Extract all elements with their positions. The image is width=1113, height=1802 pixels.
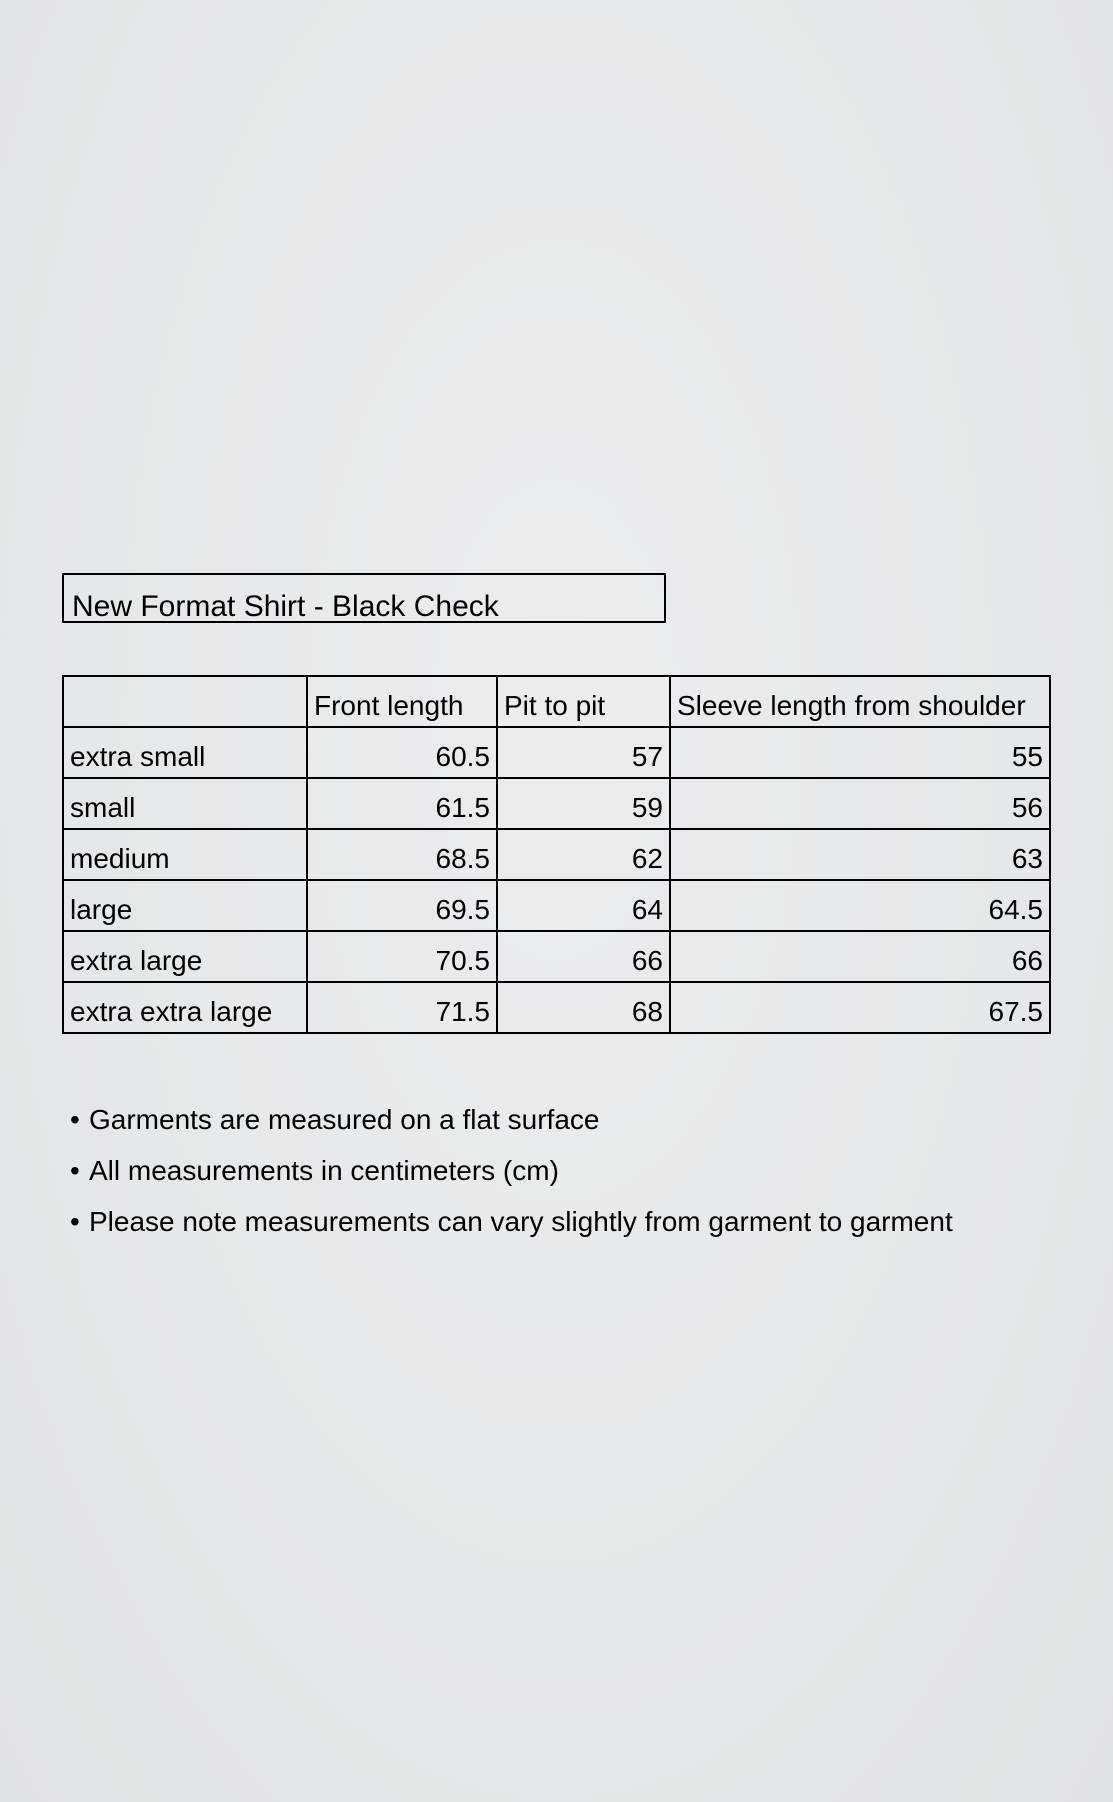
bullet-icon: • [70,1155,80,1186]
bullet-icon: • [70,1104,80,1135]
size-label: small [63,778,307,829]
note-text: Please note measurements can vary slightly from garment to garment [89,1206,953,1237]
pit-to-pit-value: 59 [497,778,670,829]
front-length-value: 69.5 [307,880,497,931]
front-length-value: 70.5 [307,931,497,982]
header-sleeve-length: Sleeve length from shoulder [670,676,1050,727]
table-row [63,778,1050,829]
list-item [70,1200,953,1251]
size-label: large [63,880,307,931]
measurement-notes [70,1098,953,1251]
pit-to-pit-value: 64 [497,880,670,931]
table-row [63,982,1050,1033]
table-row [63,829,1050,880]
size-label: extra extra large [63,982,307,1033]
table-row [63,931,1050,982]
pit-to-pit-value: 68 [497,982,670,1033]
table-row [63,880,1050,931]
sleeve-length-value: 55 [670,727,1050,778]
header-pit-to-pit: Pit to pit [497,676,670,727]
sleeve-length-value: 56 [670,778,1050,829]
sleeve-length-value: 64.5 [670,880,1050,931]
size-label: extra large [63,931,307,982]
table-row [63,727,1050,778]
table-header-row [63,676,1050,727]
list-item [70,1149,953,1200]
pit-to-pit-value: 62 [497,829,670,880]
sleeve-length-value: 63 [670,829,1050,880]
size-table [62,675,1051,1034]
front-length-value: 71.5 [307,982,497,1033]
sleeve-length-value: 67.5 [670,982,1050,1033]
front-length-value: 61.5 [307,778,497,829]
header-size [63,676,307,727]
sleeve-length-value: 66 [670,931,1050,982]
product-title: New Format Shirt - Black Check [62,573,666,623]
note-text: Garments are measured on a flat surface [89,1104,600,1135]
front-length-value: 68.5 [307,829,497,880]
header-front-length: Front length [307,676,497,727]
size-label: medium [63,829,307,880]
bullet-icon: • [70,1206,80,1237]
front-length-value: 60.5 [307,727,497,778]
size-label: extra small [63,727,307,778]
pit-to-pit-value: 66 [497,931,670,982]
list-item [70,1098,953,1149]
note-text: All measurements in centimeters (cm) [89,1155,559,1186]
pit-to-pit-value: 57 [497,727,670,778]
